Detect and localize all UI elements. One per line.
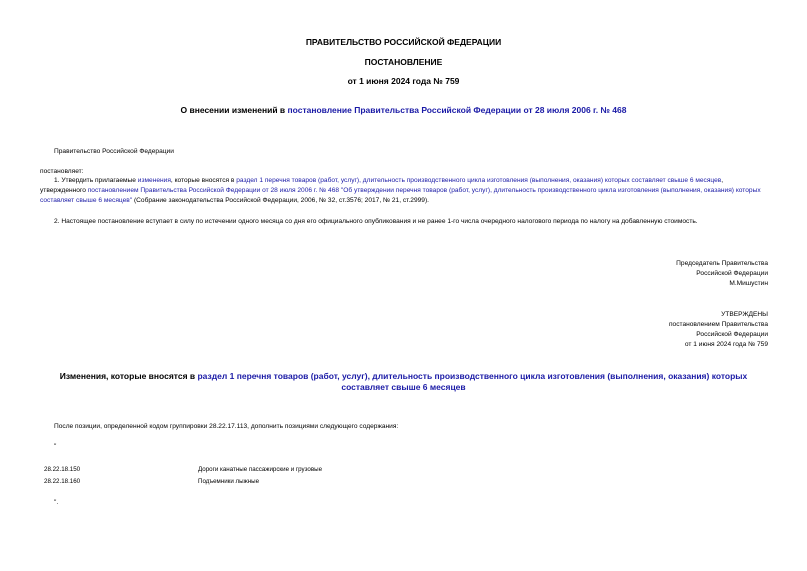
approval-country: Российской Федерации bbox=[696, 331, 768, 338]
document-title bbox=[0, 105, 807, 115]
issuer: Правительство Российской Федерации bbox=[54, 148, 174, 155]
table-row-name: Подъемники лыжные bbox=[198, 478, 260, 485]
paragraph-1 bbox=[40, 176, 768, 206]
government-heading: ПРАВИТЕЛЬСТВО РОССИЙСКОЙ ФЕДЕРАЦИИ bbox=[305, 37, 502, 47]
p1-start: 1. Утвердить прилагаемые bbox=[54, 177, 138, 184]
signature-name: М.Мишустин bbox=[729, 280, 768, 287]
approval-date: от 1 июня 2024 года № 759 bbox=[684, 341, 768, 348]
p1-mid2: , утвержденного bbox=[40, 177, 724, 194]
open-quote: " bbox=[54, 443, 57, 450]
signature-title: Председатель Правительства bbox=[676, 260, 768, 267]
link-section-1[interactable]: раздел 1 перечня товаров (работ, услуг), длительность производственного цикла изготовления (выполнения, оказания) которых составляет свыше 6 месяцев bbox=[236, 177, 722, 184]
document-title-prefix: О внесении изменений в bbox=[180, 105, 288, 115]
link-changes[interactable]: изменения bbox=[137, 177, 171, 184]
approval-approved: УТВЕРЖДЕНЫ bbox=[721, 311, 768, 318]
changes-title-prefix: Изменения, которые вносятся в bbox=[59, 371, 198, 381]
approval-block bbox=[669, 310, 768, 350]
paragraph-2: 2. Настоящее постановление вступает в силу по истечении одного месяца со дня его официального опубликования и не ранее 1-го числа очередного налогового периода по налогу на добавленную стоимость. bbox=[54, 218, 698, 225]
table-row-name: Дороги канатные пассажирские и грузовые bbox=[198, 466, 323, 473]
document-date-number: от 1 июня 2024 года № 759 bbox=[347, 76, 460, 86]
signature-block bbox=[676, 259, 768, 289]
p1-end: (Собрание законодательства Российской Федерации, 2006, № 32, ст.3576; 2017, № 21, ст.2999). bbox=[132, 197, 430, 204]
approval-by-resolution: постановлением Правительства bbox=[668, 321, 768, 328]
link-resolution-468[interactable]: постановлением Правительства Российской Федерации от 28 июля 2006 г. № 468 "Об утверждении перечня товаров (работ, услуг), длительность производственного цикла изготовления (выполнения, оказания) которых составляет свыше 6 месяцев" bbox=[40, 187, 761, 204]
changes-intro: После позиции, определенной кодом группировки 28.22.17.113, дополнить позициями следующего содержания: bbox=[54, 423, 399, 430]
resolves-word: постановляет: bbox=[40, 168, 84, 175]
close-quote: ". bbox=[54, 499, 59, 506]
table-row-code: 28.22.18.160 bbox=[44, 478, 81, 485]
table-row-code: 28.22.18.150 bbox=[44, 466, 81, 473]
changes-title bbox=[40, 371, 767, 393]
changes-title-link[interactable]: раздел 1 перечня товаров (работ, услуг), длительность производственного цикла изготовления (выполнения, оказания) которых составляет свыше 6 месяцев bbox=[197, 371, 748, 392]
title-link-resolution-468[interactable]: постановление Правительства Российской Федерации от 28 июля 2006 г. № 468 bbox=[287, 105, 627, 115]
signature-country: Российской Федерации bbox=[696, 270, 768, 277]
document-type: ПОСТАНОВЛЕНИЕ bbox=[364, 57, 443, 67]
p1-mid1: , которые вносятся в bbox=[170, 177, 237, 184]
